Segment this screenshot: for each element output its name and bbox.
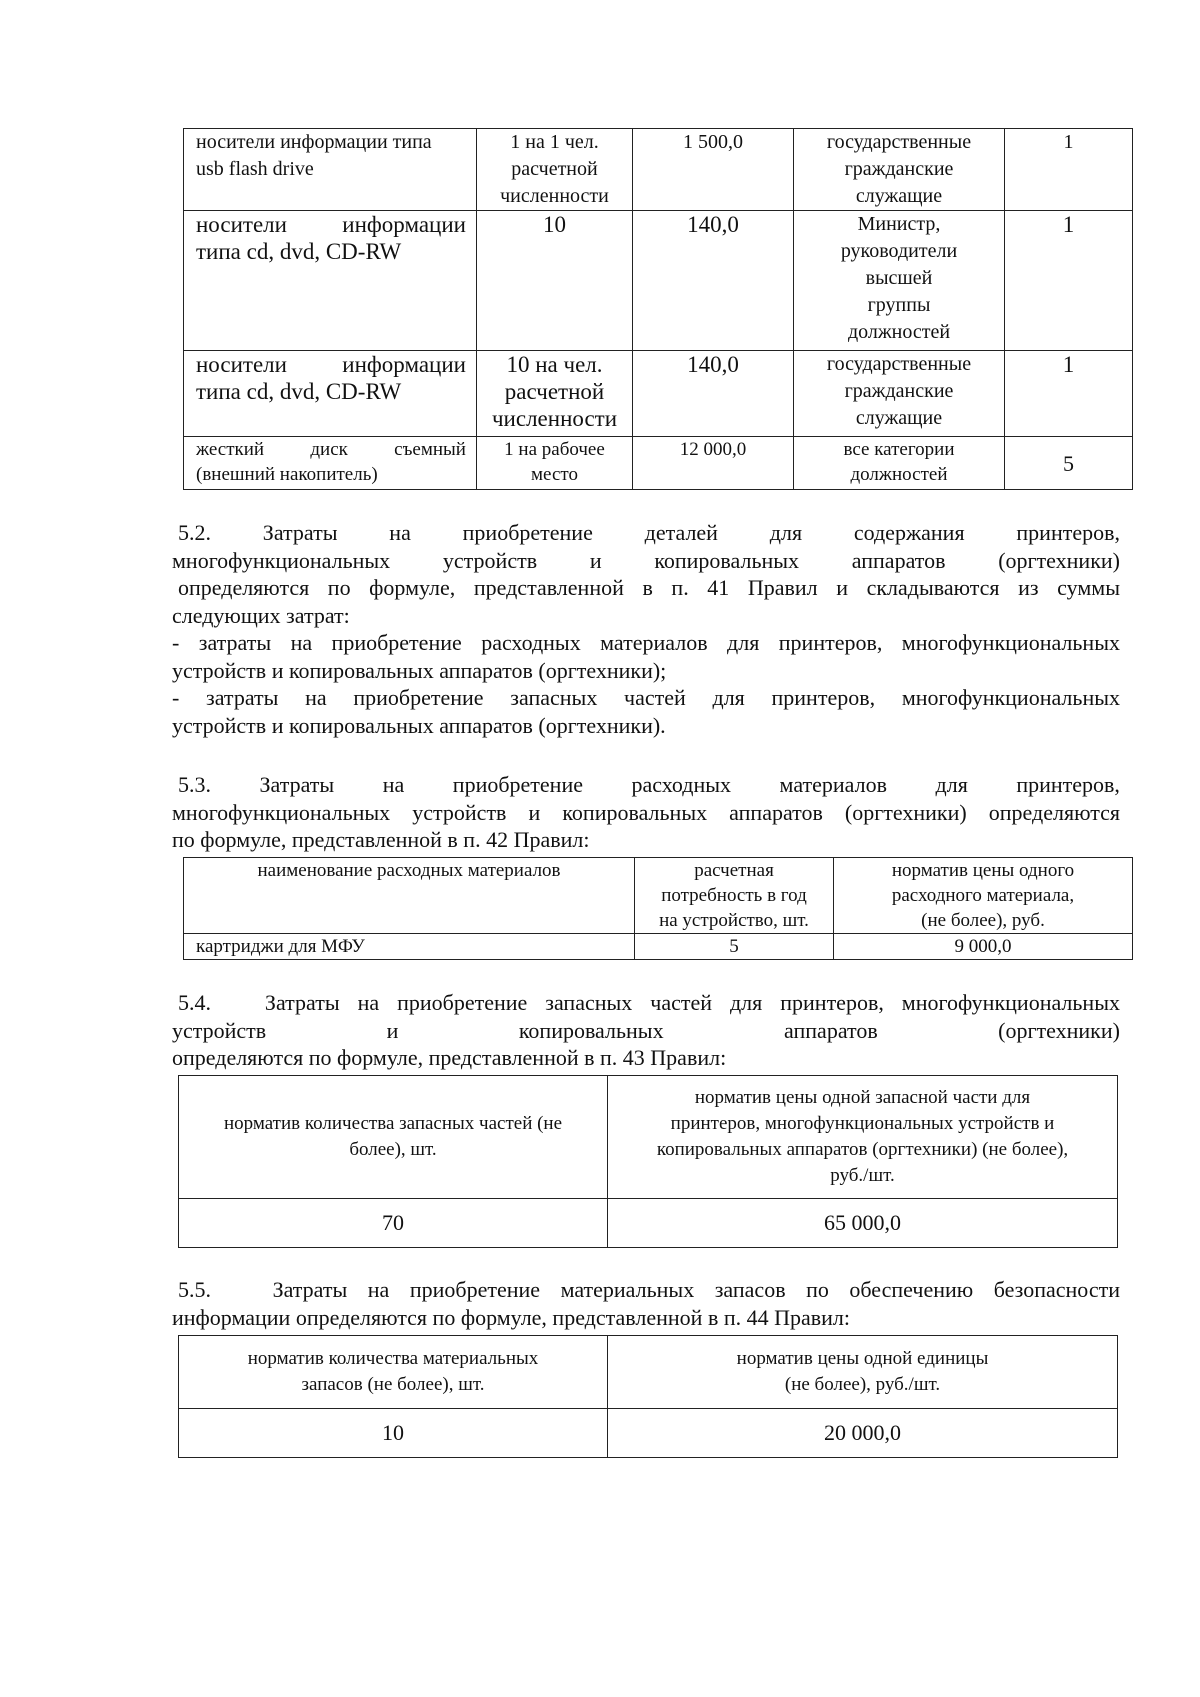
security-materials-table <box>178 1335 1118 1458</box>
word: аппаратов <box>851 547 946 573</box>
cell-text: 1 <box>1062 352 1075 377</box>
quantity-cell <box>477 437 633 490</box>
cell-text: принтеров, многофункциональных устройств и <box>670 1113 1055 1134</box>
cell-text: все категории <box>843 439 955 460</box>
category-cell <box>794 211 1005 351</box>
text-line: 5.4. Затраты на приобретение запасных частей для принтеров, многофункциональных <box>178 990 1120 1015</box>
price-cell <box>633 351 794 437</box>
count-cell <box>1005 437 1133 490</box>
word: устройств <box>172 1017 267 1043</box>
cell-text: типа cd, dvd, CD-RW <box>196 379 402 404</box>
text-line: многофункциональных устройств и копировальных аппаратов (оргтехники) определяются <box>172 799 1120 825</box>
word: многофункциональных <box>172 547 391 573</box>
table-cell: 5 <box>635 934 834 960</box>
table-row <box>179 1409 1118 1458</box>
cell-text: гражданские <box>844 158 954 180</box>
cell-text: Министр, <box>857 213 941 235</box>
cell-text: 1 500,0 <box>683 131 743 153</box>
count-cell <box>1005 211 1133 351</box>
word: (оргтехники) <box>998 1017 1120 1043</box>
cell-text: информации <box>342 212 466 237</box>
cell-text: (внешний накопитель) <box>196 464 378 485</box>
table-cell: 20 000,0 <box>608 1409 1118 1458</box>
cell-text: норматив количества запасных частей (не <box>223 1113 563 1134</box>
category-cell <box>794 437 1005 490</box>
section-5-4-paragraph <box>172 989 1120 1072</box>
text-line: - затраты на приобретение расходных материалов для принтеров, многофункциональных <box>172 630 1120 655</box>
cell-text: служащие <box>855 185 943 207</box>
word: 5.3. <box>178 772 211 797</box>
table-cell: 70 <box>179 1199 608 1248</box>
word: для <box>769 520 803 545</box>
consumables-table <box>183 857 1133 960</box>
word: на <box>389 520 411 545</box>
cell-text: 10 на чел. <box>506 352 603 377</box>
text-line: 5.5. Затраты на приобретение материальных запасов по обеспечению безопасности <box>178 1277 1120 1302</box>
cell-text: (не более), руб./шт. <box>784 1374 941 1395</box>
table-cell: 65 000,0 <box>608 1199 1118 1248</box>
word: приобретение <box>462 520 593 545</box>
table-row <box>184 351 1133 437</box>
quantity-cell <box>477 351 633 437</box>
cell-text: государственные <box>826 353 972 375</box>
word: материалов <box>779 772 887 797</box>
cell-text: usb flash drive <box>196 158 314 180</box>
table-row <box>184 129 1133 211</box>
word: и <box>386 1017 399 1043</box>
cell-text: расчетной <box>504 379 605 404</box>
cell-text: высшей <box>865 267 933 289</box>
header-cell <box>635 858 834 934</box>
header-cell <box>608 1076 1118 1199</box>
cell-text: норматив цены одной единицы <box>736 1348 989 1369</box>
cell-text: 140,0 <box>687 352 739 377</box>
word: Затраты <box>262 520 338 545</box>
word: (оргтехники) <box>998 547 1120 573</box>
cell-text: типа cd, dvd, CD-RW <box>196 239 402 264</box>
cell-text: жесткий <box>196 439 265 460</box>
cell-text: государственные <box>826 131 972 153</box>
cell-text: должностей <box>847 321 951 343</box>
cell-text: норматив цены одной запасной части для <box>694 1087 1031 1108</box>
word: Затраты <box>259 772 335 797</box>
word: содержания <box>853 520 965 545</box>
word: для <box>935 772 968 797</box>
cell-text: гражданские <box>844 380 954 402</box>
cell-text: расчетной <box>511 158 598 180</box>
cell-text: носители информации типа <box>196 131 432 153</box>
spare-parts-table <box>178 1075 1118 1248</box>
price-cell <box>633 437 794 490</box>
word: на <box>382 772 405 797</box>
cell-text: численности <box>491 406 618 431</box>
text-line: определяются по формуле, представленной в п. 41 Правил и складываются из суммы <box>178 575 1120 600</box>
cell-text: расчетная <box>694 860 774 881</box>
price-cell <box>633 211 794 351</box>
text-line: информации определяются по формуле, представленной в п. 44 Правил: <box>172 1304 851 1330</box>
item-name-cell <box>184 129 477 211</box>
header-cell <box>184 858 635 934</box>
cell-text: норматив цены одного <box>891 860 1075 881</box>
table-cell: 9 000,0 <box>834 934 1133 960</box>
cell-text: 1 на рабочее <box>504 439 605 460</box>
cell-text: 12 000,0 <box>679 439 747 460</box>
cell-text: численности <box>500 185 609 207</box>
text-line: по формуле, представленной в п. 42 Правил: <box>172 827 590 852</box>
cell-text: должностей <box>850 464 948 485</box>
word: и <box>589 547 602 573</box>
word: копировальных <box>654 547 800 573</box>
table-row <box>184 437 1133 490</box>
text-line: - затраты на приобретение запасных частей для принтеров, многофункциональных <box>172 685 1120 710</box>
header-cell <box>179 1336 608 1409</box>
cell-text: 1 <box>1062 212 1075 237</box>
category-cell <box>794 351 1005 437</box>
section-5-2-paragraph <box>172 519 1120 739</box>
cell-text: наименование расходных материалов <box>257 860 561 881</box>
cell-text: потребность в год <box>661 885 807 906</box>
table-cell: картриджи для МФУ <box>184 934 635 960</box>
word: устройств <box>442 547 538 573</box>
cell-text: более), шт. <box>349 1139 437 1160</box>
cell-text: 5 <box>1063 450 1074 476</box>
quantity-cell <box>477 211 633 351</box>
table-row <box>179 1199 1118 1248</box>
text-line: определяются по формуле, представленной в п. 43 Правил: <box>172 1045 727 1070</box>
cell-text: место <box>531 464 578 485</box>
cell-text: руб./шт. <box>830 1165 895 1186</box>
cell-text: копировальных аппаратов (оргтехники) (не более), <box>656 1139 1069 1160</box>
word: аппаратов <box>784 1017 878 1043</box>
price-cell <box>633 129 794 211</box>
item-name-cell <box>184 211 477 351</box>
cell-text: руководители <box>840 240 958 262</box>
cell-text: информации <box>342 352 466 377</box>
equipment-norms-table <box>183 128 1133 490</box>
word: принтеров, <box>1016 772 1120 797</box>
text-line: устройств и копировальных аппаратов (оргтехники); <box>172 657 667 683</box>
count-cell <box>1005 129 1133 211</box>
header-cell <box>608 1336 1118 1409</box>
cell-text: диск <box>310 439 348 460</box>
count-cell <box>1005 351 1133 437</box>
quantity-cell <box>477 129 633 211</box>
table-header-row <box>184 858 1133 934</box>
header-cell <box>179 1076 608 1199</box>
text-line: устройств и копировальных аппаратов (оргтехники). <box>172 712 666 738</box>
cell-text: служащие <box>855 407 943 429</box>
word: приобретение <box>452 772 583 797</box>
cell-text: 1 <box>1063 131 1074 153</box>
section-5-5-paragraph <box>172 1276 1120 1331</box>
section-5-3-paragraph <box>172 771 1120 854</box>
text-line: следующих затрат: <box>172 602 350 628</box>
header-cell <box>834 858 1133 934</box>
cell-text: запасов (не более), шт. <box>301 1374 485 1395</box>
cell-text: на устройство, шт. <box>659 910 809 931</box>
cell-text: 10 <box>543 212 566 237</box>
cell-text: (не более), руб. <box>921 910 1045 931</box>
word: принтеров, <box>1016 520 1120 545</box>
table-header-row <box>179 1336 1118 1409</box>
category-cell <box>794 129 1005 211</box>
cell-text: носители <box>196 352 287 377</box>
item-name-cell <box>184 437 477 490</box>
cell-text: группы <box>867 294 931 316</box>
table-cell: 10 <box>179 1409 608 1458</box>
cell-text: расходного материала, <box>891 885 1075 906</box>
cell-text: 1 на 1 чел. <box>510 131 599 153</box>
word: 5.2. <box>178 520 211 545</box>
table-header-row <box>179 1076 1118 1199</box>
word: расходных <box>631 772 732 797</box>
cell-text: 140,0 <box>687 212 739 237</box>
word: копировальных <box>518 1017 664 1043</box>
cell-text: съемный <box>394 439 466 460</box>
table-row <box>184 211 1133 351</box>
item-name-cell <box>184 351 477 437</box>
cell-text: норматив количества материальных <box>247 1348 539 1369</box>
cell-text: носители <box>196 212 287 237</box>
word: деталей <box>644 520 718 545</box>
table-row <box>184 934 1133 960</box>
